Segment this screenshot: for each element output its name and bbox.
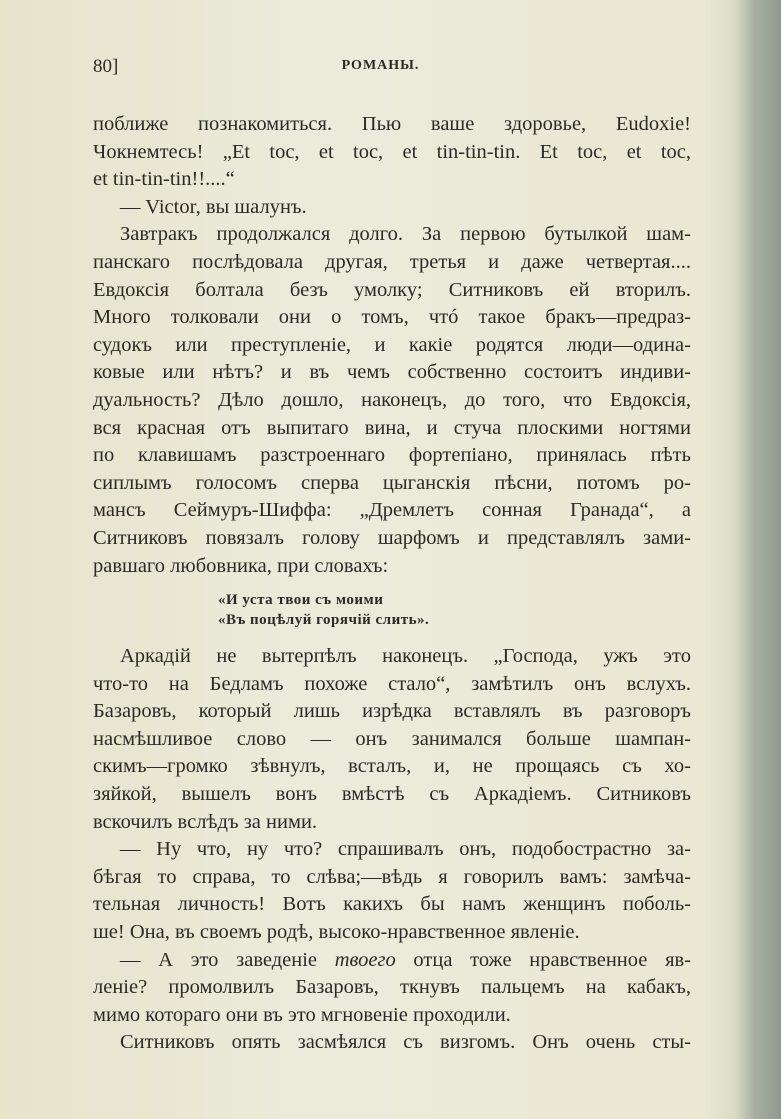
running-head: [0, 58, 781, 74]
text-line: по клавишамъ разстроеннаго фортепіано, принялась пѣть: [93, 444, 691, 467]
text-line: Ситниковъ повязалъ голову шарфомъ и представлялъ зами-: [93, 526, 691, 549]
running-head-title: РОМАНЫ.: [341, 58, 420, 73]
text-line: Чокнемтесь! „Et toc, et toc, et tin-tin-tin. Et toc, et toc,: [93, 140, 691, 163]
text-line: Ситниковъ опять засмѣялся съ визгомъ. Онъ очень сты-: [120, 1031, 691, 1054]
text-line: поближе познакомиться. Пью ваше здоровье, Eudoxie!: [93, 113, 691, 135]
text-line: вскочилъ вслѣдъ за ними.: [93, 810, 318, 833]
text-line: Евдоксія болтала безъ умолку; Ситниковъ ей вторилъ.: [93, 278, 691, 301]
text-line: бѣгая то справа, то слѣва;—вѣдь я говорилъ вамъ: замѣча-: [93, 865, 691, 888]
page-body: [93, 111, 691, 1057]
text-line: леніе? промолвилъ Базаровъ, ткнувъ пальцемъ на кабакъ,: [93, 976, 691, 999]
text-line: панскаго послѣдовала другая, третья и даже четвертая....: [93, 250, 691, 273]
text-line: равшаго любовника, при словахъ:: [93, 554, 389, 577]
poem-line: «И уста твои съ моими: [218, 592, 384, 609]
text-line: дуальность? Дѣло дошло, наконецъ, до того, что Евдоксія,: [93, 388, 691, 411]
text-segment: — А это заведеніе: [120, 948, 335, 971]
text-line: мансъ Сеймуръ-Шиффа: „Дремлетъ сонная Гранада“, а: [93, 499, 691, 522]
text-line: что-то на Бедламъ похоже стало“, замѣтилъ онъ вслухъ.: [93, 672, 691, 695]
text-line: зяйкой, вышелъ вонъ вмѣстѣ съ Аркадіемъ. Ситниковъ: [93, 783, 691, 806]
text-line: сиплымъ голосомъ сперва цыганскія пѣсни, потомъ ро-: [93, 471, 691, 494]
text-line: вся красная отъ выпитаго вина, и стуча плоскими ногтями: [93, 416, 691, 439]
text-line: судокъ или преступленіе, и какіе родятся люди—одина-: [93, 333, 691, 356]
poem-line: «Въ поцѣлуй горячій слить».: [218, 612, 430, 629]
page-number: 80]: [93, 56, 119, 77]
text-line: [93, 947, 691, 975]
text-line: — Victor, вы шалунъ.: [120, 195, 307, 218]
text-line: ше! Она, въ своемъ родѣ, высоко-нравственное явленіе.: [93, 921, 580, 944]
text-line: насмѣшливое слово — онъ занимался больше шампан-: [93, 727, 691, 750]
text-line: ковые или нѣтъ? и въ чемъ собственно состоитъ индиви-: [93, 361, 691, 384]
text-line: мимо котораго они въ это мгновеніе проходили.: [93, 1003, 511, 1026]
text-segment: отца тоже нравственное яв-: [395, 948, 692, 971]
text-line: Завтракъ продолжался долго. За первою бутылкой шам-: [120, 223, 691, 246]
text-line: Аркадій не вытерпѣлъ наконецъ. „Господа, ужъ это: [120, 645, 691, 668]
text-line: Много толковали они о томъ, чтó такое бракъ—предраз-: [93, 306, 691, 329]
text-line: тельная личность! Вотъ какихъ бы намъ женщинъ поболь-: [93, 893, 691, 916]
text-line: Базаровъ, который лишь изрѣдка вставлялъ въ разговоръ: [93, 700, 691, 723]
text-line: — Ну что, ну что? спрашивалъ онъ, подобострастно за-: [120, 838, 691, 861]
text-line: скимъ—громко зѣвнулъ, всталъ, и, не прощаясь съ хо-: [93, 755, 691, 778]
text-line: et tin-tin-tin!!....“: [93, 168, 235, 191]
italic-word: твоего: [334, 948, 396, 971]
